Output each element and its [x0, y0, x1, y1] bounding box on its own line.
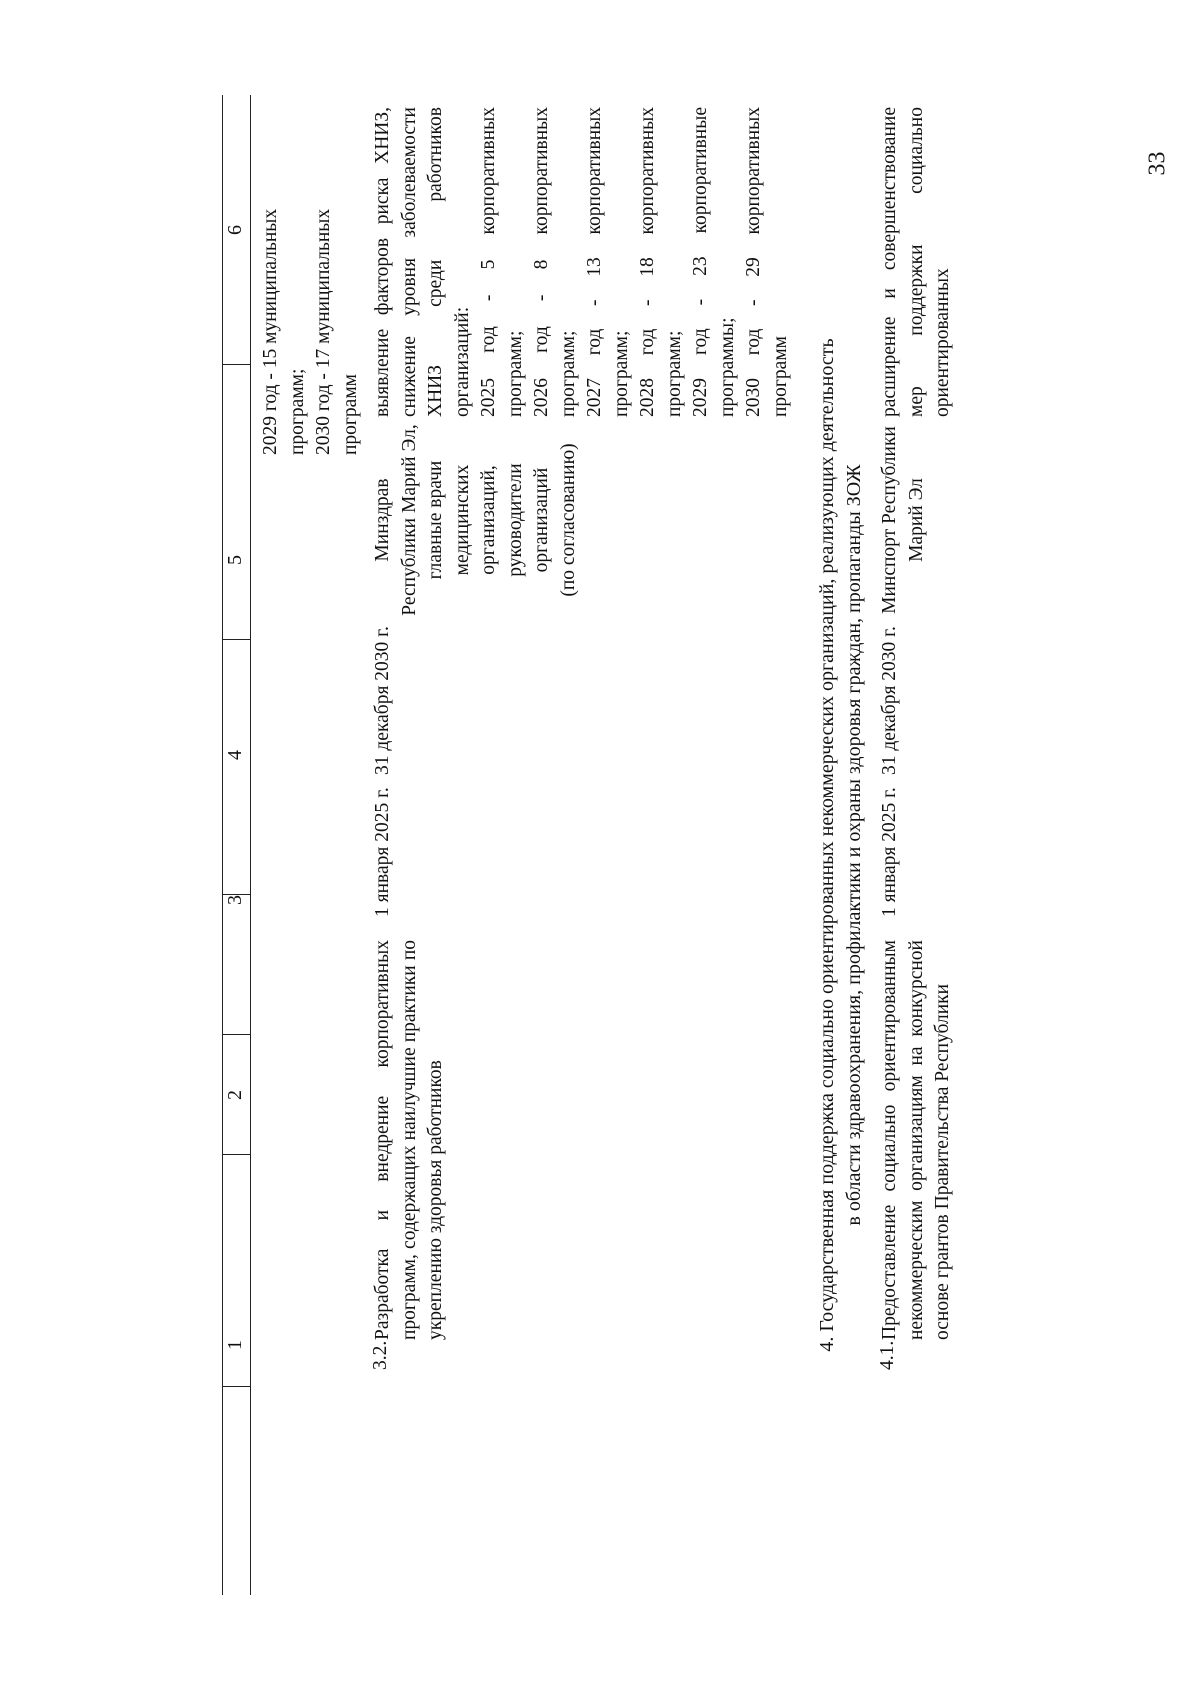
executor-line: (по согласованию)	[557, 443, 579, 597]
table-header-bottom-border	[250, 95, 251, 1595]
executor-line: главные врачи	[425, 460, 446, 580]
section-heading-line: в области здравоохранения, профилактики и охраны здоровья граждан, пропаганды ЗОЖ	[843, 464, 865, 1226]
row-end-date: 31 декабря 2030 г.	[372, 626, 393, 775]
continued-result-line: 2029 год - 15 муниципальных программ;	[260, 208, 308, 455]
column-header-4: 4	[224, 750, 246, 760]
page-number: 33	[1144, 151, 1171, 176]
row-end-date: 31 декабря 2030 г.	[879, 626, 900, 775]
executor-line: Минздрав	[372, 478, 393, 562]
result-item: 2030 год - 29 корпоративных программ	[743, 107, 791, 417]
executor-line: Республики Марий Эл,	[398, 424, 420, 616]
result-item: 2029 год - 23 корпоративные программы;	[690, 107, 738, 417]
row-description: Предоставление социально ориентированным некоммерческим организациям на конкурсной основе грантов Правительства Республики	[879, 940, 953, 1340]
column-divider	[222, 1034, 250, 1035]
row-result: расширение и совершенствование мер поддержки социально ориентированных	[879, 107, 953, 417]
result-item: 2026 год - 8 корпоративных программ;	[531, 107, 579, 417]
section-heading	[814, 115, 868, 1575]
row-result	[370, 107, 794, 417]
row-number: 4.1.	[877, 1340, 898, 1370]
section-heading-line: 4. Государственная поддержка социально ориентированных некоммерческих организаций, реализующих деятельность	[816, 338, 838, 1352]
column-divider	[222, 364, 250, 365]
result-item: 2028 год - 18 корпоративных программ;	[637, 107, 685, 417]
executor-line: руководители	[504, 463, 526, 577]
row-number: 3.2.	[370, 1340, 391, 1370]
column-divider	[222, 639, 250, 640]
executor-line: Минспорт Республики	[879, 426, 900, 614]
column-header-1: 1	[224, 1340, 246, 1350]
column-header-3: 3	[224, 895, 246, 905]
row-executor	[877, 405, 930, 635]
executor-line: медицинских	[451, 464, 473, 576]
row-start-date: 1 января 2025 г.	[879, 787, 900, 917]
executor-line: организаций,	[478, 465, 499, 575]
result-item: 2027 год - 13 корпоративных программ;	[584, 107, 632, 417]
result-intro: выявление факторов риска ХНИЗ, снижение уровня заболеваемости ХНИЗ среди работников организаций:	[372, 107, 473, 417]
column-divider	[222, 1386, 250, 1387]
column-header-6: 6	[224, 225, 246, 235]
result-item: 2025 год - 5 корпоративных программ;	[478, 107, 526, 417]
row-description: Разработка и внедрение корпоративных программ, содержащих наилучшие практики по укреплению здоровья работников	[372, 940, 446, 1340]
column-header-2: 2	[224, 1090, 246, 1100]
executor-line: организаций	[531, 467, 552, 573]
continued-results	[258, 130, 364, 455]
column-header-5: 5	[224, 555, 246, 565]
continued-result-line: 2030 год - 17 муниципальных программ	[313, 208, 361, 455]
row-executor	[370, 405, 582, 635]
column-divider	[222, 1154, 250, 1155]
executor-line: Марий Эл	[905, 478, 927, 562]
document-table	[222, 95, 1172, 1595]
row-start-date: 1 января 2025 г.	[372, 787, 393, 917]
table-header-top-border	[222, 95, 223, 1595]
